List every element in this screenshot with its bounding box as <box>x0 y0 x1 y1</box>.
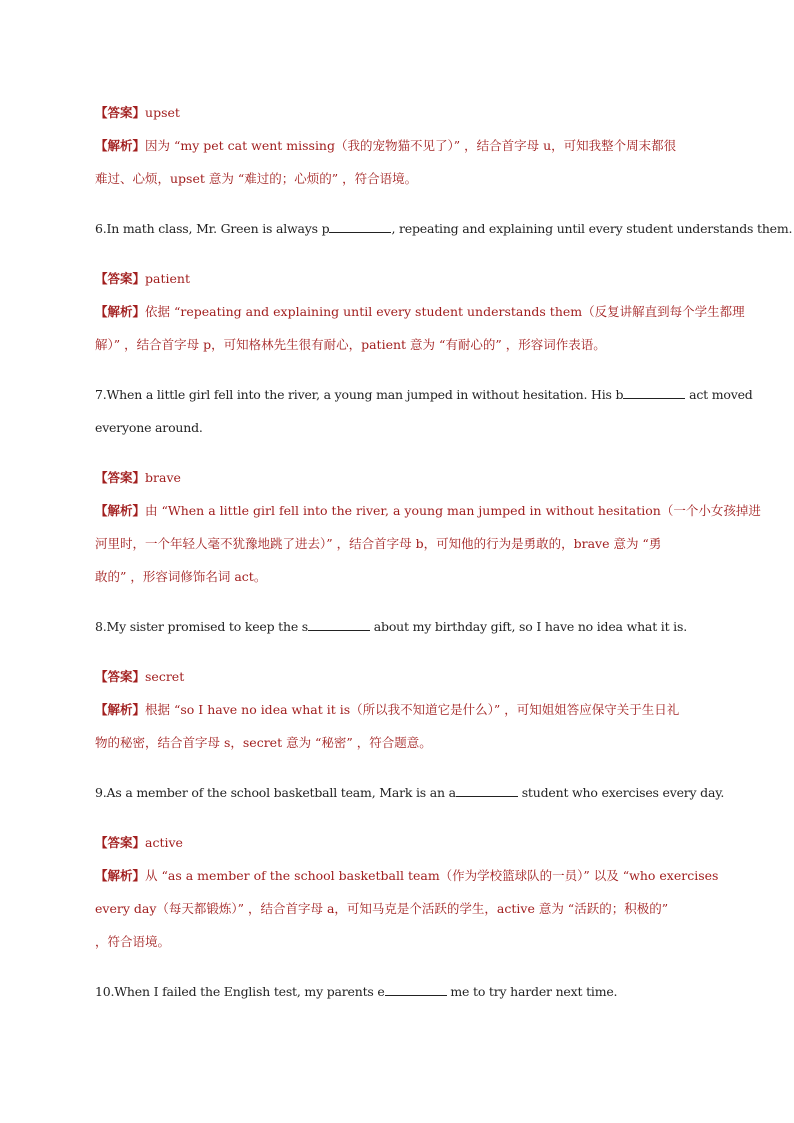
question-line: everyone around. <box>95 420 203 435</box>
answer-label: 【答案】 <box>95 470 146 485</box>
answer-blank <box>308 618 370 631</box>
question-text: 8.My sister promised to keep the s <box>95 619 309 634</box>
answer-text: secret <box>145 669 185 684</box>
question-text: 9.As a member of the school basketball team, Mark is an a <box>95 785 456 800</box>
analysis-line <box>95 494 761 527</box>
item-9 <box>95 776 723 958</box>
analysis-line <box>95 129 723 162</box>
answer-label: 【答案】 <box>95 105 146 120</box>
answer-label: 【答案】 <box>95 669 146 684</box>
question-text: student who exercises every day. <box>517 785 725 800</box>
answer-label: 【答案】 <box>95 835 146 850</box>
analysis-line: every day（每天都锻炼）” ，结合首字母 a，可知马克是个活跃的学生，active 意为 “活跃的；积极的” <box>95 901 669 916</box>
analysis-line: 敢的” ，形容词修饰名词 act。 <box>95 569 267 584</box>
analysis-line: 物的秘密，结合首字母 s，secret 意为 “秘密” ，符合题意。 <box>95 735 432 750</box>
question-line <box>95 975 723 1008</box>
item-5 <box>95 96 723 195</box>
analysis-label: 【解析】 <box>95 138 146 153</box>
item-8 <box>95 610 723 759</box>
answer-text: upset <box>145 105 180 120</box>
answer-text: patient <box>145 271 190 286</box>
question-line <box>95 212 793 245</box>
item-7 <box>95 378 761 593</box>
item-10 <box>95 975 723 1008</box>
analysis-text: 根据 “so I have no idea what it is（所以我不知道它是什么）” ，可知姐姐答应保守关于生日礼 <box>145 702 680 717</box>
answer-text: active <box>145 835 183 850</box>
analysis-text: 依据 “repeating and explaining until every student understands them（反复讲解直到每个学生都理 <box>145 304 745 319</box>
analysis-line: 河里时，一个年轻人毫不犹豫地跳了进去）” ，结合首字母 b，可知他的行为是勇敢的，brave 意为 “勇 <box>95 536 662 551</box>
answer-line <box>95 461 723 494</box>
analysis-line <box>95 693 723 726</box>
question-text: , repeating and explaining until every student understands them. <box>391 221 793 236</box>
answer-blank <box>456 784 518 797</box>
item-6 <box>95 212 793 361</box>
analysis-text: 由 “When a little girl fell into the river, a young man jumped in without hesitation（一个小女孩掉进 <box>145 503 761 518</box>
analysis-line: 解）” ，结合首字母 p，可知格林先生很有耐心，patient 意为 “有耐心的” ，形容词作表语。 <box>95 337 606 352</box>
analysis-label: 【解析】 <box>95 868 146 883</box>
answer-line <box>95 262 723 295</box>
answer-line <box>95 826 723 859</box>
analysis-text: 从 “as a member of the school basketball team（作为学校篮球队的一员）” 以及 “who exercises <box>145 868 719 883</box>
analysis-label: 【解析】 <box>95 304 146 319</box>
answer-blank <box>329 220 391 233</box>
answer-blank <box>385 983 447 996</box>
analysis-line: 难过、心烦，upset 意为 “难过的；心烦的” ，符合语境。 <box>95 171 418 186</box>
analysis-line <box>95 295 745 328</box>
question-line <box>95 776 723 809</box>
analysis-line: ，符合语境。 <box>95 934 171 949</box>
analysis-label: 【解析】 <box>95 702 146 717</box>
answer-text: brave <box>145 470 181 485</box>
answer-label: 【答案】 <box>95 271 146 286</box>
answer-line <box>95 96 723 129</box>
question-text: 7.When a little girl fell into the river, a young man jumped in without hesitation. His b <box>95 387 624 402</box>
question-text: me to try harder next time. <box>446 984 618 999</box>
answer-blank <box>623 386 685 399</box>
answer-line <box>95 660 723 693</box>
question-text: 10.When I failed the English test, my parents e <box>95 984 385 999</box>
analysis-line <box>95 859 723 892</box>
question-text: 6.In math class, Mr. Green is always p <box>95 221 330 236</box>
question-text: act moved <box>685 387 753 402</box>
question-line <box>95 378 753 411</box>
question-text: about my birthday gift, so I have no idea what it is. <box>370 619 687 634</box>
document-page <box>95 96 793 1008</box>
question-line <box>95 610 723 643</box>
analysis-label: 【解析】 <box>95 503 146 518</box>
analysis-text: 因为 “my pet cat went missing（我的宠物猫不见了）” ，结合首字母 u，可知我整个周末都很 <box>145 138 677 153</box>
